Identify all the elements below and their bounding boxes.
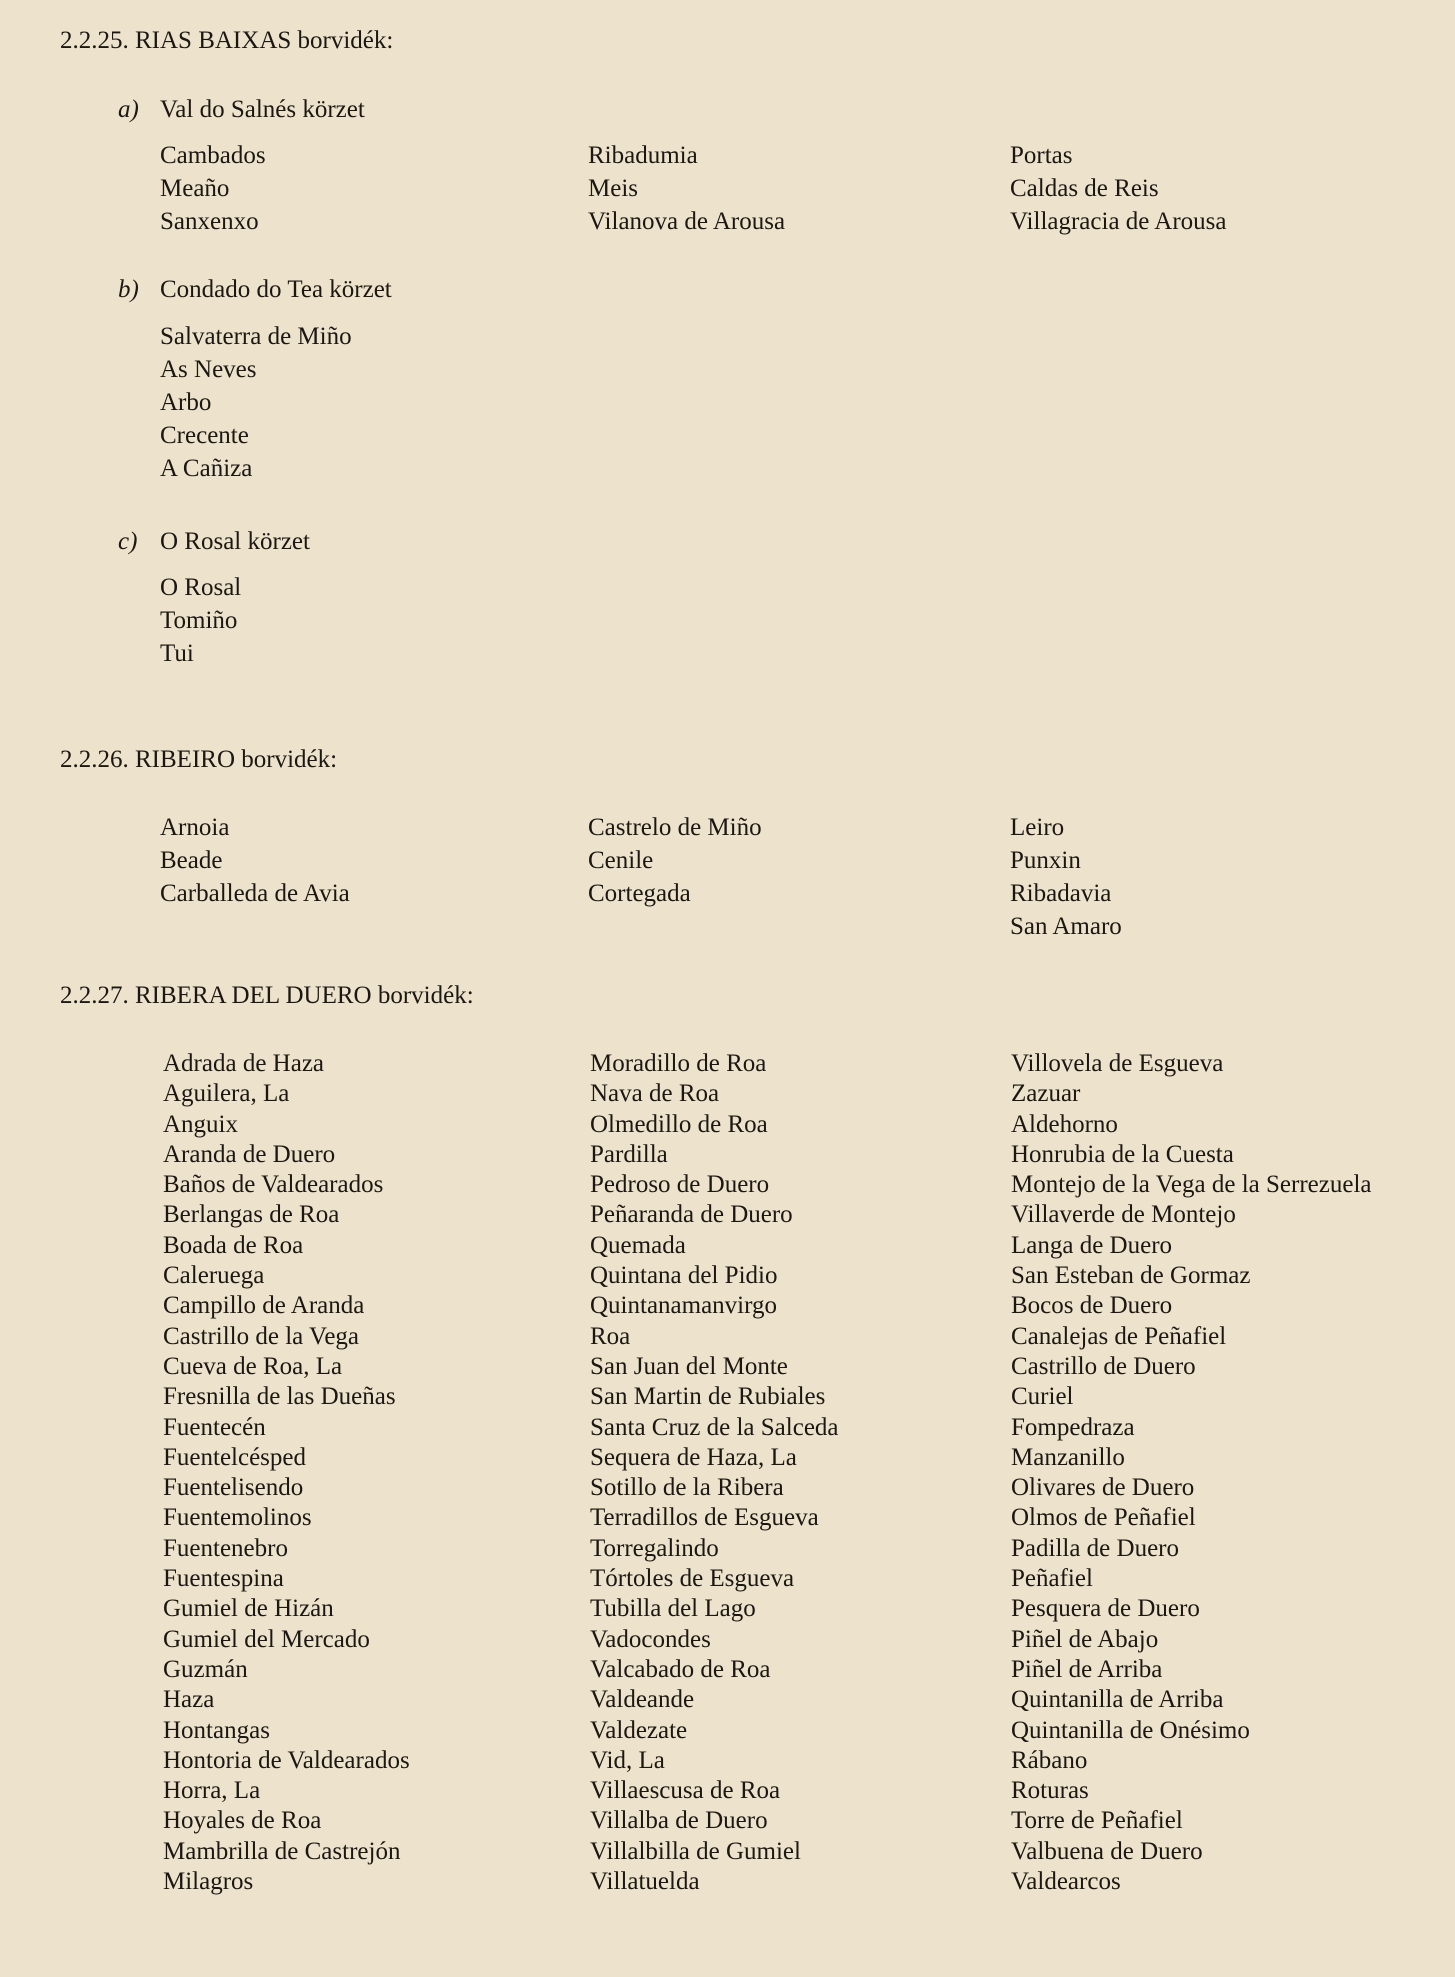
- list-column-val-do-salnes-3: [1010, 139, 1226, 238]
- list-item: As Neves: [160, 356, 257, 383]
- list-item: Cueva de Roa, La: [163, 1352, 343, 1380]
- list-item: Fresnilla de las Dueñas: [163, 1383, 396, 1411]
- list-item: Castrillo de la Vega: [163, 1322, 360, 1350]
- list-item: Hoyales de Roa: [163, 1807, 322, 1835]
- list-item: Peñaranda de Duero: [590, 1201, 793, 1229]
- list-item: Sotillo de la Ribera: [590, 1474, 784, 1502]
- subregion-letter: a): [118, 96, 139, 123]
- list-column-val-do-salnes-1: [160, 139, 266, 238]
- list-item: Manzanillo: [1011, 1443, 1125, 1471]
- list-item: Berlangas de Roa: [163, 1201, 340, 1229]
- list-item: Caldas de Reis: [1010, 175, 1159, 202]
- list-item: Fuentecén: [163, 1413, 266, 1441]
- list-item: Villagracia de Arousa: [1010, 208, 1227, 235]
- list-item: Horra, La: [163, 1777, 261, 1805]
- list-item: Meis: [588, 175, 638, 202]
- list-item: Langa de Duero: [1011, 1231, 1173, 1259]
- list-item: San Martin de Rubiales: [590, 1383, 826, 1411]
- list-item: Aguilera, La: [163, 1080, 290, 1108]
- list-item: Pedroso de Duero: [590, 1171, 770, 1199]
- list-item: Beade: [160, 847, 223, 874]
- subregion-heading-o-rosal: [118, 527, 310, 557]
- list-item: Roa: [590, 1322, 631, 1350]
- list-item: Piñel de Arriba: [1011, 1655, 1163, 1683]
- list-item: Peñafiel: [1011, 1565, 1093, 1593]
- list-item: Canalejas de Peñafiel: [1011, 1322, 1227, 1350]
- list-column-ribeiro-1: [160, 811, 350, 910]
- list-item: Hontangas: [163, 1716, 270, 1744]
- list-item: Roturas: [1011, 1777, 1089, 1805]
- list-item: Punxin: [1010, 847, 1081, 874]
- list-item: Valdezate: [590, 1716, 688, 1744]
- list-item: Moradillo de Roa: [590, 1050, 767, 1077]
- list-item: Hontoria de Valdearados: [163, 1746, 410, 1774]
- list-item: San Juan del Monte: [590, 1352, 788, 1380]
- list-item: Aranda de Duero: [163, 1140, 336, 1168]
- list-item: Valbuena de Duero: [1011, 1837, 1203, 1865]
- list-item: Olmos de Peñafiel: [1011, 1504, 1196, 1532]
- list-item: Vadocondes: [590, 1625, 711, 1653]
- list-item: Curiel: [1011, 1383, 1074, 1411]
- section-heading-ribera-del-duero: 2.2.27. RIBERA DEL DUERO borvidék:: [60, 982, 474, 1009]
- list-item: Fuentemolinos: [163, 1504, 312, 1532]
- subregion-letter: b): [118, 276, 139, 303]
- list-item: Ribadumia: [588, 142, 698, 169]
- list-column-ribera-del-duero-1: [163, 1049, 410, 1897]
- list-item: Cambados: [160, 142, 266, 169]
- list-item: Baños de Valdearados: [163, 1171, 384, 1199]
- list-item: Milagros: [163, 1868, 254, 1896]
- list-item: Pesquera de Duero: [1011, 1595, 1200, 1623]
- list-item: Valdearcos: [1011, 1868, 1121, 1896]
- list-item: San Esteban de Gormaz: [1011, 1262, 1251, 1290]
- list-column-ribeiro-2: [588, 811, 762, 910]
- list-item: Olivares de Duero: [1011, 1474, 1195, 1502]
- list-item: Villaescusa de Roa: [590, 1777, 781, 1805]
- list-item: Tui: [160, 640, 194, 667]
- list-column-condado-do-tea: [160, 320, 352, 485]
- list-item: Meaño: [160, 175, 230, 202]
- list-item: A Cañiza: [160, 455, 253, 482]
- list-item: Torregalindo: [590, 1534, 719, 1562]
- list-item: Cenile: [588, 847, 654, 874]
- list-column-ribera-del-duero-3: [1011, 1049, 1372, 1897]
- list-item: Villalba de Duero: [590, 1807, 768, 1835]
- list-item: Rábano: [1011, 1746, 1088, 1774]
- list-item: Montejo de la Vega de la Serrezuela: [1011, 1171, 1372, 1199]
- list-item: Cortegada: [588, 880, 691, 907]
- list-item: Adrada de Haza: [163, 1050, 325, 1077]
- list-item: Olmedillo de Roa: [590, 1110, 768, 1138]
- list-item: Sanxenxo: [160, 208, 259, 235]
- list-item: Arbo: [160, 389, 212, 416]
- list-item: Fuentelisendo: [163, 1474, 304, 1502]
- list-item: Vid, La: [590, 1746, 665, 1774]
- list-item: Quintanilla de Onésimo: [1011, 1716, 1250, 1744]
- list-item: Pardilla: [590, 1140, 668, 1168]
- list-item: Portas: [1010, 142, 1073, 169]
- list-item: Tubilla del Lago: [590, 1595, 756, 1623]
- list-item: Gumiel del Mercado: [163, 1625, 370, 1653]
- list-item: Tórtoles de Esgueva: [590, 1565, 795, 1593]
- subregion-heading-val-do-salnes: [118, 95, 365, 125]
- list-item: Santa Cruz de la Salceda: [590, 1413, 839, 1441]
- list-item: Quemada: [590, 1231, 686, 1259]
- list-item: Arnoia: [160, 814, 230, 841]
- list-item: Sequera de Haza, La: [590, 1443, 797, 1471]
- list-item: Fuentelcésped: [163, 1443, 307, 1471]
- list-item: Ribadavia: [1010, 880, 1112, 907]
- section-heading-rias-baixas: 2.2.25. RIAS BAIXAS borvidék:: [60, 27, 394, 54]
- list-item: Castrillo de Duero: [1011, 1352, 1196, 1380]
- list-item: Torre de Peñafiel: [1011, 1807, 1183, 1835]
- list-item: Valcabado de Roa: [590, 1655, 771, 1683]
- list-column-ribera-del-duero-2: [590, 1049, 839, 1897]
- list-item: Villaverde de Montejo: [1011, 1201, 1236, 1229]
- subregion-name: O Rosal körzet: [160, 528, 310, 555]
- list-column-ribeiro-3: [1010, 811, 1122, 943]
- list-item: Fompedraza: [1011, 1413, 1135, 1441]
- subregion-name: Val do Salnés körzet: [160, 96, 365, 123]
- list-item: Valdeande: [590, 1686, 695, 1714]
- list-item: O Rosal: [160, 574, 242, 601]
- list-item: Honrubia de la Cuesta: [1011, 1140, 1234, 1168]
- list-column-o-rosal: [160, 571, 241, 670]
- list-item: Fuentespina: [163, 1565, 284, 1593]
- list-item: Gumiel de Hizán: [163, 1595, 334, 1623]
- list-item: Villovela de Esgueva: [1011, 1050, 1224, 1077]
- list-item: Campillo de Aranda: [163, 1292, 365, 1320]
- subregion-name: Condado do Tea körzet: [160, 276, 392, 303]
- list-item: Leiro: [1010, 814, 1065, 841]
- list-item: Tomiño: [160, 607, 238, 634]
- list-item: Villalbilla de Gumiel: [590, 1837, 801, 1865]
- subregion-heading-condado-do-tea: [118, 275, 392, 305]
- list-item: Salvaterra de Miño: [160, 323, 352, 350]
- list-item: Boada de Roa: [163, 1231, 304, 1259]
- list-item: Aldehorno: [1011, 1110, 1118, 1138]
- list-item: Anguix: [163, 1110, 238, 1138]
- list-item: Caleruega: [163, 1262, 265, 1290]
- list-item: Bocos de Duero: [1011, 1292, 1173, 1320]
- list-item: Fuentenebro: [163, 1534, 288, 1562]
- list-item: Haza: [163, 1686, 215, 1714]
- list-item: Zazuar: [1011, 1080, 1081, 1108]
- list-item: Piñel de Abajo: [1011, 1625, 1159, 1653]
- list-item: Mambrilla de Castrejón: [163, 1837, 401, 1865]
- section-heading-ribeiro: 2.2.26. RIBEIRO borvidék:: [60, 746, 338, 773]
- list-item: Castrelo de Miño: [588, 814, 762, 841]
- list-item: Quintanilla de Arriba: [1011, 1686, 1224, 1714]
- subregion-letter: c): [118, 528, 138, 555]
- list-item: Crecente: [160, 422, 249, 449]
- list-item: Quintana del Pidio: [590, 1262, 778, 1290]
- list-item: Nava de Roa: [590, 1080, 720, 1108]
- list-item: Terradillos de Esgueva: [590, 1504, 819, 1532]
- list-item: San Amaro: [1010, 913, 1122, 940]
- list-item: Carballeda de Avia: [160, 880, 350, 907]
- list-item: Villatuelda: [590, 1868, 700, 1896]
- list-column-val-do-salnes-2: [588, 139, 785, 238]
- list-item: Guzmán: [163, 1655, 248, 1683]
- list-item: Padilla de Duero: [1011, 1534, 1180, 1562]
- list-item: Quintanamanvirgo: [590, 1292, 777, 1320]
- list-item: Vilanova de Arousa: [588, 208, 786, 235]
